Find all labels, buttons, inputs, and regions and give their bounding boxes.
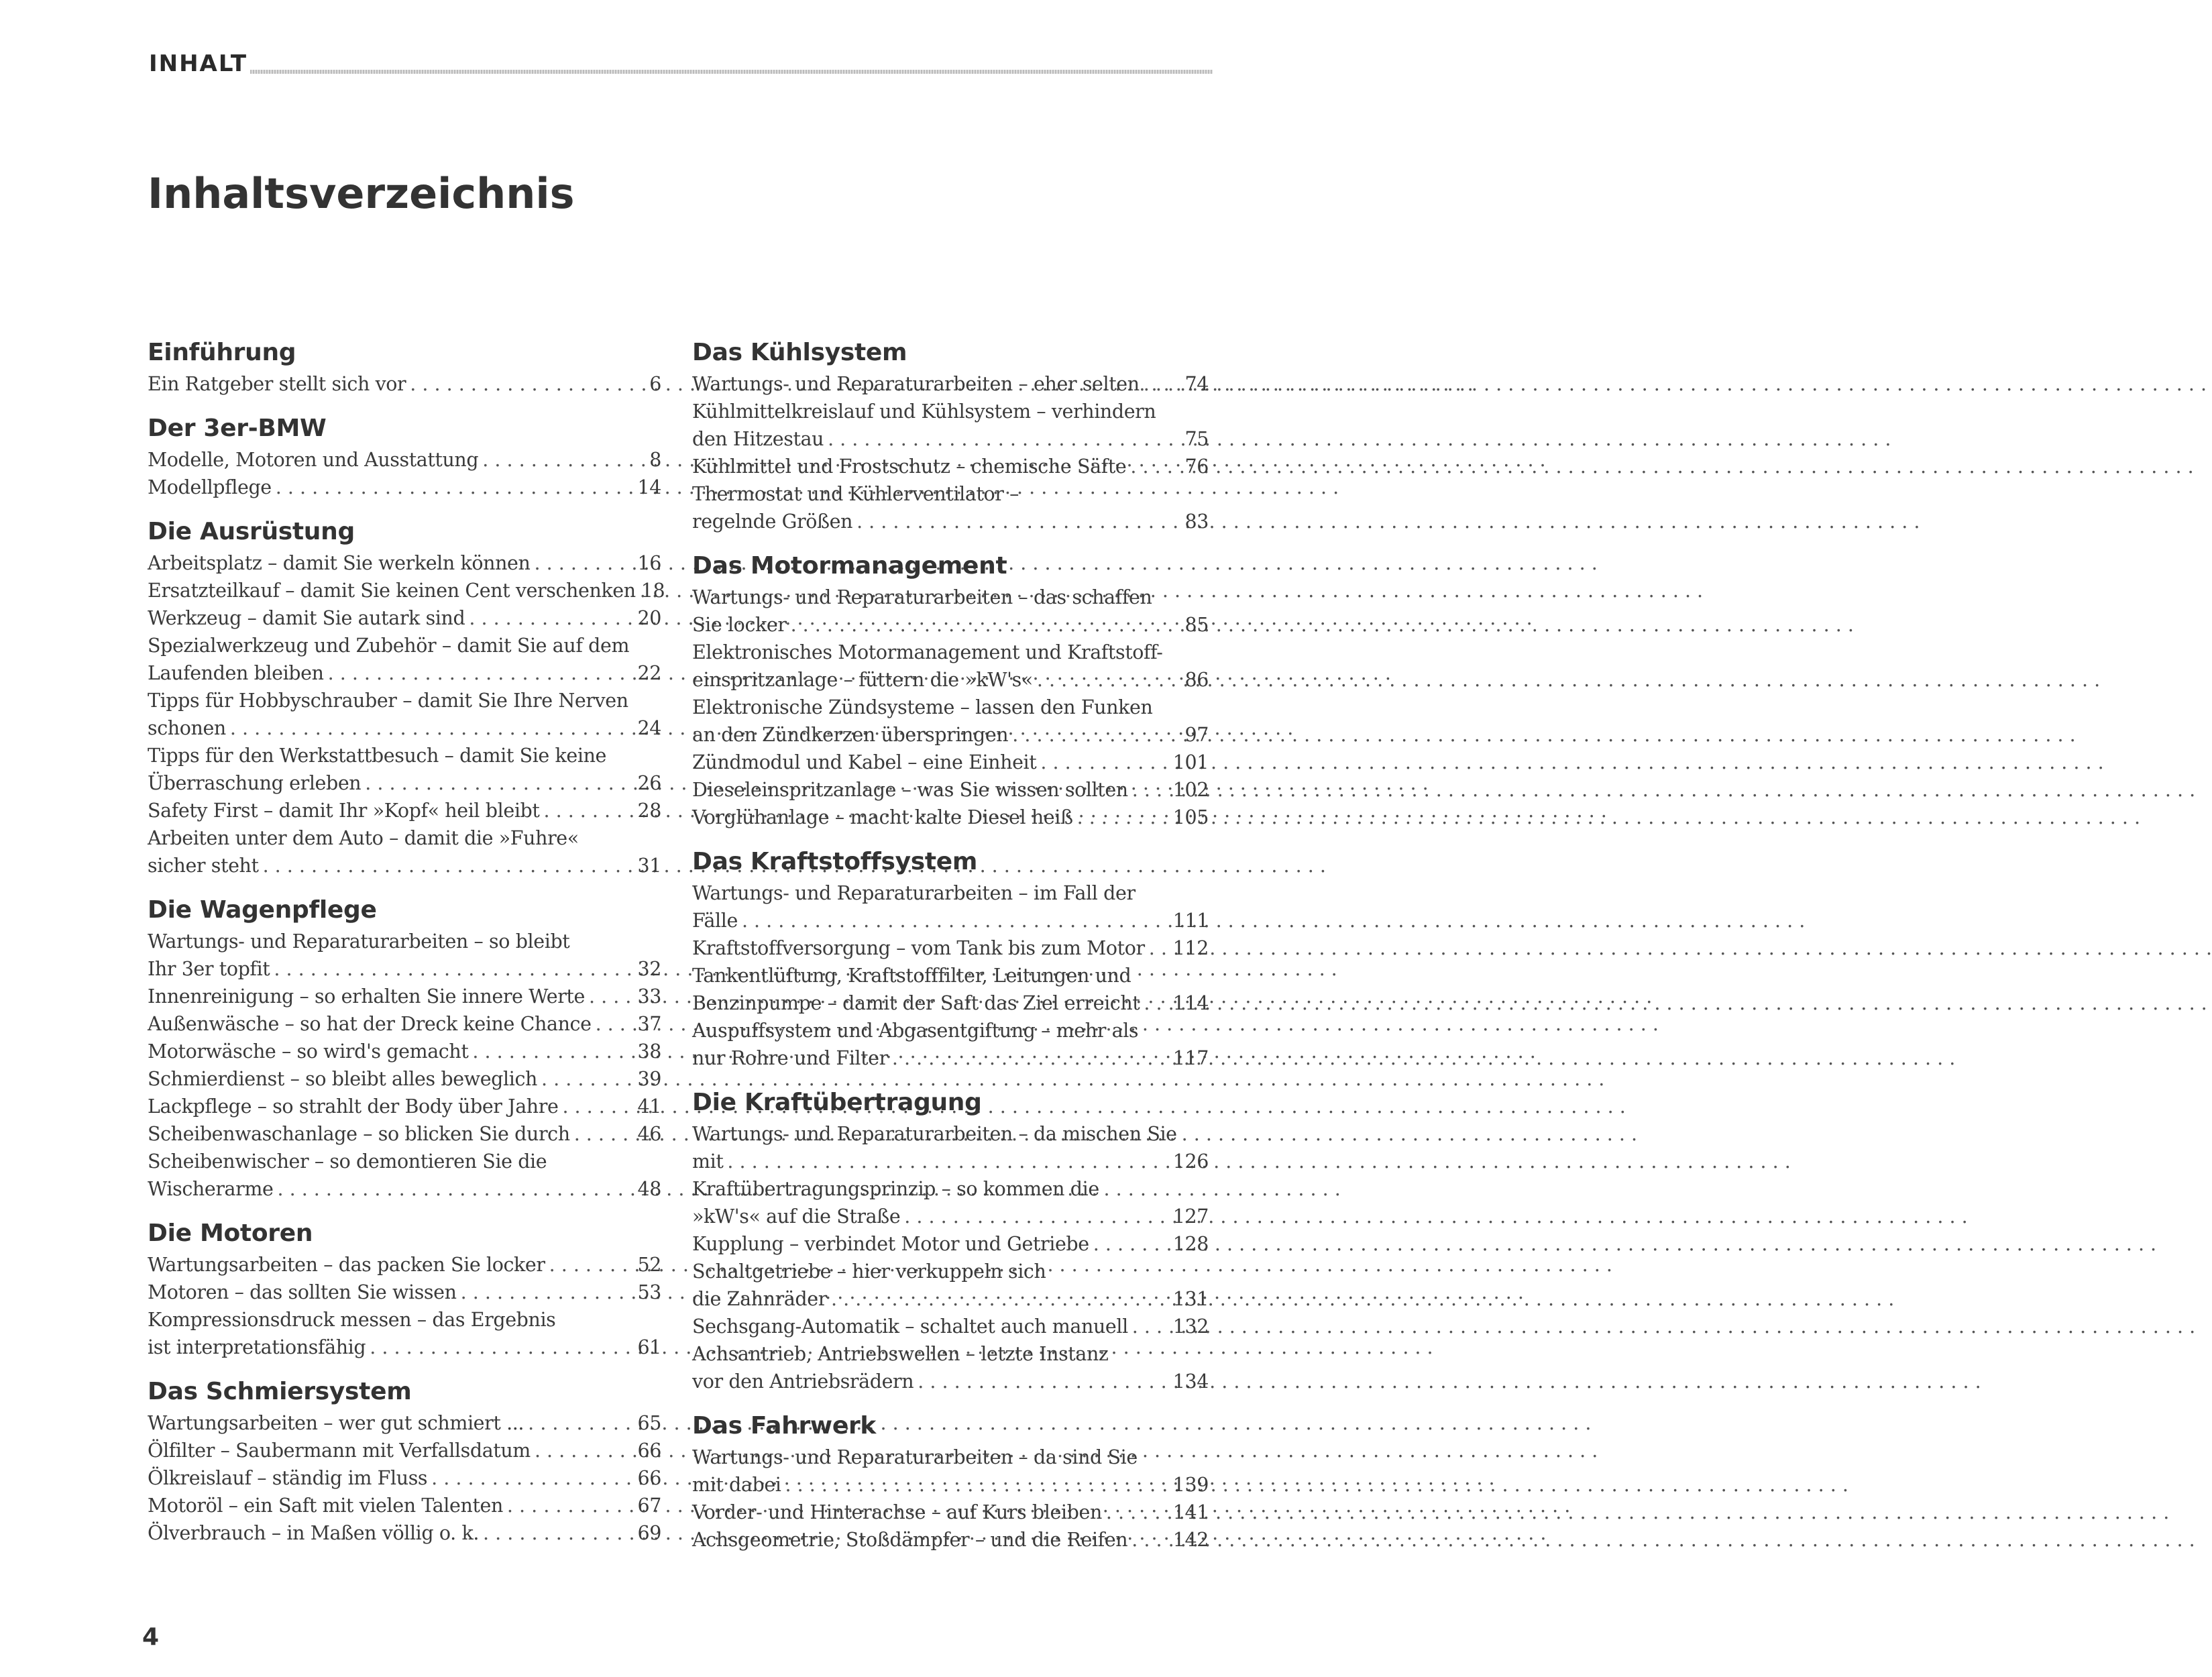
entry-text: Ölfilter – Saubermann mit Verfallsdatum [148, 1440, 531, 1462]
toc-entry [148, 474, 661, 501]
entry-text: Motoröl – ein Saft mit vielen Talenten [148, 1495, 503, 1517]
entry-text: Tankentlüftung, Kraftstofffilter, Leitungen und [692, 965, 1131, 987]
entry-text: Modellpflege [148, 476, 272, 498]
entry-text: Spezialwerkzeug und Zubehör – damit Sie auf dem [148, 635, 630, 657]
toc-entry [148, 1251, 661, 1279]
toc-entry [692, 1340, 1209, 1395]
entry-text: Ölkreislauf – ständig im Fluss [148, 1467, 428, 1489]
entry-last-line [692, 1526, 1209, 1554]
entry-text: ist interpretationsfähig [148, 1336, 366, 1358]
entry-last-line [148, 1519, 661, 1547]
dot-leader [406, 370, 648, 398]
toc-entry [692, 934, 1209, 962]
entry-text: Kühlmittel und Frostschutz – chemische Säfte [692, 455, 1127, 478]
header-label: INHALT [149, 50, 248, 77]
toc-entry [148, 1148, 661, 1203]
entry-text: Safety First – damit Ihr »Kopf« heil bleibt [148, 800, 540, 822]
entry-page-number: 112 [1172, 937, 1209, 959]
entry-text: Sie locker [692, 614, 787, 636]
toc-entry [692, 1313, 1209, 1340]
entry-text: die Zahnräder [692, 1288, 827, 1310]
entry-last-line [148, 1492, 661, 1519]
dot-leader [427, 1464, 636, 1492]
entry-last-line [148, 1334, 661, 1361]
entry-last-line [692, 666, 1209, 694]
entry-last-line [692, 508, 1209, 535]
entry-text: Ölverbrauch – in Maßen völlig o. k. [148, 1522, 480, 1544]
section-title: Die Ausrüstung [148, 518, 355, 545]
entry-text: Wartungs- und Reparaturarbeiten – da mischen Sie [692, 1123, 1177, 1145]
entry-page-number: 39 [637, 1068, 661, 1090]
entry-text: Achsantrieb, Antriebswellen – letzte Instanz [692, 1343, 1109, 1365]
entry-last-line [692, 1313, 1209, 1340]
dot-leader [723, 1148, 1171, 1175]
entry-text: Wartungs- und Reparaturarbeiten – im Fall der [692, 882, 1136, 904]
entry-page-number: 111 [1172, 910, 1209, 932]
dot-leader [273, 1175, 636, 1203]
toc-entry [148, 1038, 661, 1065]
entry-last-line [692, 776, 1209, 804]
entry-page-number: 32 [637, 958, 661, 980]
header-rule [250, 70, 1213, 74]
entry-page-number: 65 [637, 1412, 661, 1434]
entry-text: Schmierdienst – so bleibt alles beweglich [148, 1068, 537, 1090]
entry-page-number: 6 [649, 373, 661, 395]
entry-page-number: 31 [637, 855, 661, 877]
entry-text: Dieseleinspritzanlage – was Sie wissen sollten [692, 779, 1128, 801]
dot-leader [888, 1044, 1172, 1072]
entry-last-line [692, 721, 1209, 749]
toc-entry [692, 776, 1209, 804]
entry-page-number: 102 [1172, 779, 1209, 801]
entry-last-line [692, 1499, 1209, 1526]
dot-leader [259, 852, 637, 879]
entry-text: einspritzanlage – füttern die »kW's« [692, 669, 1033, 691]
dot-leader [366, 1334, 636, 1361]
toc-entry [148, 1464, 661, 1492]
entry-text: Benzinpumpe – damit der Saft das Ziel erreicht [692, 992, 1140, 1014]
dot-leader [524, 1409, 636, 1437]
toc-column-left [148, 335, 665, 1560]
entry-last-line [692, 611, 1209, 639]
toc-entry [692, 1230, 1209, 1258]
toc-entry [148, 1065, 661, 1093]
entry-last-line [692, 804, 1209, 831]
dot-leader [503, 1492, 637, 1519]
toc-section [692, 1409, 1209, 1554]
toc-entry [692, 453, 1209, 480]
entry-text: Kraftstoffversorgung – vom Tank bis zum Motor [692, 937, 1145, 959]
dot-leader [530, 549, 636, 577]
entry-page-number: 33 [637, 985, 661, 1008]
entry-last-line [148, 714, 661, 742]
entry-last-line [148, 1464, 661, 1492]
entry-text: Elektronische Zündsysteme – lassen den Funken [692, 696, 1153, 718]
entry-text: Wartungs- und Reparaturarbeiten – eher selten [692, 373, 1140, 395]
entry-last-line [692, 453, 1209, 480]
entry-text: vor den Antriebsrädern [692, 1370, 914, 1393]
toc-entry [692, 398, 1209, 453]
entry-last-line [148, 1093, 661, 1120]
toc-entry [148, 1437, 661, 1464]
entry-page-number: 24 [637, 717, 661, 739]
entry-last-line [148, 1065, 661, 1093]
entry-text: mit [692, 1150, 724, 1173]
entry-text: Thermostat und Kühlerventilator – [692, 483, 1019, 505]
dot-leader [1140, 989, 1171, 1017]
entry-text: Kühlmittelkreislauf und Kühlsystem – verhindern [692, 400, 1156, 423]
toc-entry [692, 584, 1209, 639]
entry-last-line [148, 983, 661, 1010]
toc-column-right [692, 335, 1209, 1567]
section-title: Das Fahrwerk [692, 1412, 877, 1440]
toc-entry [692, 370, 1209, 398]
entry-page-number: 28 [637, 800, 661, 822]
toc-entry [148, 687, 661, 742]
section-title: Die Wagenpflege [148, 896, 377, 924]
entry-page-number: 117 [1172, 1047, 1209, 1069]
toc-section [148, 335, 661, 398]
section-title: Das Motormanagement [692, 552, 1007, 580]
entry-page-number: 139 [1172, 1474, 1209, 1496]
entry-last-line [148, 1279, 661, 1306]
toc-section [148, 411, 661, 501]
dot-leader [324, 659, 637, 687]
entry-text: den Hitzestau [692, 428, 824, 450]
entry-text: Sechsgang-Automatik – schaltet auch manuell [692, 1315, 1128, 1338]
toc-entry [692, 1175, 1209, 1230]
entry-page-number: 86 [1184, 669, 1209, 691]
entry-page-number: 83 [1184, 510, 1209, 533]
entry-text: Wartungs- und Reparaturarbeiten – da sind Sie [692, 1446, 1138, 1468]
toc-entry [692, 1499, 1209, 1526]
entry-page-number: 75 [1184, 428, 1209, 450]
entry-last-line [692, 749, 1209, 776]
entry-text: Fälle [692, 910, 738, 932]
entry-text: Wartungs- und Reparaturarbeiten – so bleibt [148, 930, 570, 953]
entry-page-number: 114 [1172, 992, 1209, 1014]
toc-section [148, 1216, 661, 1361]
entry-last-line [148, 852, 661, 879]
entry-page-number: 74 [1184, 373, 1209, 395]
entry-page-number: 46 [637, 1123, 661, 1145]
entry-last-line [148, 446, 661, 474]
entry-text: Wischerarme [148, 1178, 274, 1200]
entry-page-number: 61 [637, 1336, 661, 1358]
entry-text: Vorder- und Hinterachse – auf Kurs bleiben [692, 1501, 1102, 1523]
entry-last-line [692, 425, 1209, 453]
entry-last-line [692, 1471, 1209, 1499]
entry-page-number: 41 [637, 1095, 661, 1118]
entry-text: Kraftübertragungsprinzip – so kommen die [692, 1178, 1099, 1200]
toc-section [692, 549, 1209, 831]
entry-text: Lackpflege – so strahlt der Body über Jahre [148, 1095, 559, 1118]
toc-entry [148, 370, 661, 398]
entry-text: Vorglühanlage – macht kalte Diesel heiß [692, 806, 1073, 828]
entry-last-line [148, 1409, 661, 1437]
entry-text: Laufenden bleiben [148, 662, 324, 684]
entry-last-line [692, 1368, 1209, 1395]
entry-page-number: 37 [637, 1013, 661, 1035]
entry-page-number: 8 [649, 449, 661, 471]
dot-leader [226, 714, 637, 742]
dot-leader [537, 1065, 637, 1093]
toc-entry [692, 1444, 1209, 1499]
toc-entry [148, 928, 661, 983]
entry-text: Wartungsarbeiten – wer gut schmiert ... [148, 1412, 524, 1434]
entry-page-number: 141 [1172, 1501, 1209, 1523]
entry-text: an den Zündkerzen überspringen [692, 724, 1009, 746]
entry-last-line [692, 907, 1209, 934]
dot-leader [478, 446, 648, 474]
entry-last-line [692, 1230, 1209, 1258]
toc-entry [692, 962, 1209, 1017]
toc-entry [148, 1409, 661, 1437]
toc-entry [148, 1010, 661, 1038]
dot-leader [465, 604, 636, 632]
entry-page-number: 132 [1172, 1315, 1209, 1338]
dot-leader [787, 611, 1184, 639]
dot-leader [738, 907, 1172, 934]
entry-text: Innenreinigung – so erhalten Sie innere Werte [148, 985, 585, 1008]
toc-entry [148, 983, 661, 1010]
section-title: Das Schmiersystem [148, 1378, 412, 1405]
entry-last-line [148, 797, 661, 824]
dot-leader [1140, 370, 1184, 398]
dot-leader [1008, 721, 1183, 749]
toc-entry [692, 639, 1209, 694]
toc-section [148, 893, 661, 1203]
section-title: Das Kühlsystem [692, 339, 907, 366]
dot-leader [900, 1203, 1172, 1230]
entry-last-line [692, 1148, 1209, 1175]
entry-text: Zündmodul und Kabel – eine Einheit [692, 751, 1037, 773]
entry-page-number: 26 [637, 772, 661, 794]
entry-text: Werkzeug – damit Sie autark sind [148, 607, 465, 629]
toc-section [692, 335, 1209, 535]
entry-text: sicher steht [148, 855, 259, 877]
entry-last-line [148, 1251, 661, 1279]
toc-entry [692, 480, 1209, 535]
entry-text: »kW's« auf die Straße [692, 1205, 901, 1228]
entry-text: Ersatzteilkauf – damit Sie keinen Cent verschenken [148, 580, 636, 602]
toc-entry [692, 804, 1209, 831]
entry-page-number: 76 [1184, 455, 1209, 478]
toc-entry [148, 1519, 661, 1547]
toc-entry [148, 742, 661, 797]
toc-entry [148, 1279, 661, 1306]
dot-leader [824, 425, 1183, 453]
entry-text: Tipps für den Werkstattbesuch – damit Sie keine [148, 745, 607, 767]
dot-leader [570, 1120, 637, 1148]
toc-entry [692, 1526, 1209, 1554]
entry-text: regelnde Größen [692, 510, 853, 533]
toc-section [692, 845, 1209, 1072]
entry-page-number: 48 [637, 1178, 661, 1200]
entry-text: mit dabei [692, 1474, 781, 1496]
entry-page-number: 20 [637, 607, 661, 629]
toc-entry [148, 824, 661, 879]
entry-last-line [692, 989, 1209, 1017]
entry-page-number: 22 [637, 662, 661, 684]
dot-leader [852, 508, 1183, 535]
entry-page-number: 142 [1172, 1529, 1209, 1551]
dot-leader [270, 955, 636, 983]
entry-page-number: 126 [1172, 1150, 1209, 1173]
entry-page-number: 14 [637, 476, 661, 498]
dot-leader [539, 797, 636, 824]
entry-page-number: 85 [1184, 614, 1209, 636]
toc-entry [148, 446, 661, 474]
entry-text: Ein Ratgeber stellt sich vor [148, 373, 406, 395]
dot-leader [781, 1471, 1172, 1499]
dot-leader [1128, 1313, 1172, 1340]
entry-text: Kupplung – verbindet Motor und Getriebe [692, 1233, 1089, 1255]
entry-text: Wartungs- und Reparaturarbeiten – das schaffen [692, 586, 1152, 608]
entry-last-line [148, 370, 661, 398]
entry-page-number: 105 [1172, 806, 1209, 828]
entry-text: nur Rohre und Filter [692, 1047, 888, 1069]
entry-last-line [148, 769, 661, 797]
entry-page-number: 66 [637, 1467, 661, 1489]
toc-entry [148, 604, 661, 632]
dot-leader [531, 1437, 637, 1464]
entry-last-line [148, 955, 661, 983]
entry-page-number: 52 [637, 1254, 661, 1276]
dot-leader [361, 769, 636, 797]
entry-last-line [692, 1285, 1209, 1313]
toc-entry [148, 577, 665, 604]
dot-leader [827, 1285, 1172, 1313]
toc-entry [692, 1258, 1209, 1313]
dot-leader [585, 983, 637, 1010]
entry-text: Motorwäsche – so wird's gemacht [148, 1040, 469, 1063]
entry-last-line [692, 1203, 1209, 1230]
dot-leader [914, 1368, 1172, 1395]
entry-page-number: 134 [1172, 1370, 1209, 1393]
entry-last-line [148, 1010, 661, 1038]
toc-entry [692, 749, 1209, 776]
entry-text: Modelle, Motoren und Ausstattung [148, 449, 479, 471]
entry-page-number: 53 [637, 1281, 661, 1303]
dot-leader [592, 1010, 637, 1038]
page-header [149, 52, 1213, 75]
entry-page-number: 16 [637, 552, 661, 574]
toc-entry [692, 879, 1209, 934]
dot-leader [1126, 453, 1183, 480]
dot-leader [468, 1038, 636, 1065]
toc-section [148, 515, 665, 879]
dot-leader [1128, 776, 1172, 804]
toc-entry [148, 632, 661, 687]
dot-leader [457, 1279, 637, 1306]
entry-last-line [148, 659, 661, 687]
entry-text: schonen [148, 717, 226, 739]
entry-page-number: 101 [1172, 751, 1209, 773]
toc-section [692, 1085, 1209, 1395]
entry-text: Ihr 3er topfit [148, 958, 270, 980]
entry-text: Auspuffsystem und Abgasentgiftung – mehr als [692, 1020, 1139, 1042]
entry-last-line [148, 1175, 661, 1203]
section-title: Einführung [148, 339, 296, 366]
dot-leader [558, 1093, 636, 1120]
toc-entry [148, 1120, 661, 1148]
entry-page-number: 127 [1172, 1205, 1209, 1228]
dot-leader [545, 1251, 637, 1279]
entry-last-line [692, 370, 1209, 398]
entry-page-number: 67 [637, 1495, 661, 1517]
section-title: Der 3er-BMW [148, 415, 327, 442]
toc-entry [148, 1093, 661, 1120]
dot-leader [1102, 1499, 1172, 1526]
entry-last-line [148, 474, 661, 501]
entry-last-line [148, 549, 661, 577]
entry-text: Achsgeometrie, Stoßdämpfer – und die Reifen [692, 1529, 1128, 1551]
dot-leader [272, 474, 637, 501]
toc-section [148, 1374, 661, 1547]
entry-last-line [692, 934, 1209, 962]
entry-page-number: 66 [637, 1440, 661, 1462]
toc-entry [148, 549, 661, 577]
dot-leader [1145, 934, 1172, 962]
entry-page-number: 18 [641, 580, 665, 602]
entry-page-number: 69 [637, 1522, 661, 1544]
dot-leader [1127, 1526, 1172, 1554]
dot-leader [1033, 666, 1184, 694]
entry-last-line [148, 1038, 661, 1065]
entry-text: Scheibenwischer – so demontieren Sie die [148, 1150, 547, 1173]
toc-entry [692, 1120, 1209, 1175]
entry-text: Arbeiten unter dem Auto – damit die »Fuhre« [148, 827, 579, 849]
dot-leader [1089, 1230, 1172, 1258]
entry-last-line [148, 577, 665, 604]
entry-text: Tipps für Hobbyschrauber – damit Sie Ihre Nerven [148, 690, 628, 712]
entry-text: Wartungsarbeiten – das packen Sie locker [148, 1254, 545, 1276]
toc-entry [692, 1017, 1209, 1072]
page-number: 4 [142, 1623, 160, 1651]
toc-entry [148, 1306, 661, 1361]
entry-page-number: 38 [637, 1040, 661, 1063]
entry-page-number: 128 [1172, 1233, 1209, 1255]
entry-text: Motoren – das sollten Sie wissen [148, 1281, 457, 1303]
toc-entry [148, 1492, 661, 1519]
entry-text: Arbeitsplatz – damit Sie werkeln können [148, 552, 531, 574]
entry-last-line [148, 1437, 661, 1464]
entry-page-number: 97 [1184, 724, 1209, 746]
entry-text: Außenwäsche – so hat der Dreck keine Chance [148, 1013, 592, 1035]
entry-text: Kompressionsdruck messen – das Ergebnis [148, 1309, 556, 1331]
toc-entry [692, 694, 1209, 749]
entry-last-line [148, 1120, 661, 1148]
entry-text: Scheibenwaschanlage – so blicken Sie durch [148, 1123, 570, 1145]
entry-last-line [692, 1044, 1209, 1072]
entry-text: Überraschung erleben [148, 772, 362, 794]
page-title: Inhaltsverzeichnis [148, 169, 575, 218]
dot-leader [1073, 804, 1172, 831]
section-title: Das Kraftstoffsystem [692, 848, 978, 875]
toc-entry [148, 797, 661, 824]
section-title: Die Motoren [148, 1220, 313, 1247]
entry-text: Elektronisches Motormanagement und Kraftstoff- [692, 641, 1163, 663]
dot-leader [479, 1519, 637, 1547]
dot-leader [1036, 749, 1171, 776]
entry-last-line [148, 604, 661, 632]
section-title: Die Kraftübertragung [692, 1089, 982, 1116]
entry-text: Schaltgetriebe – hier verkuppeln sich [692, 1260, 1046, 1283]
entry-page-number: 131 [1172, 1288, 1209, 1310]
